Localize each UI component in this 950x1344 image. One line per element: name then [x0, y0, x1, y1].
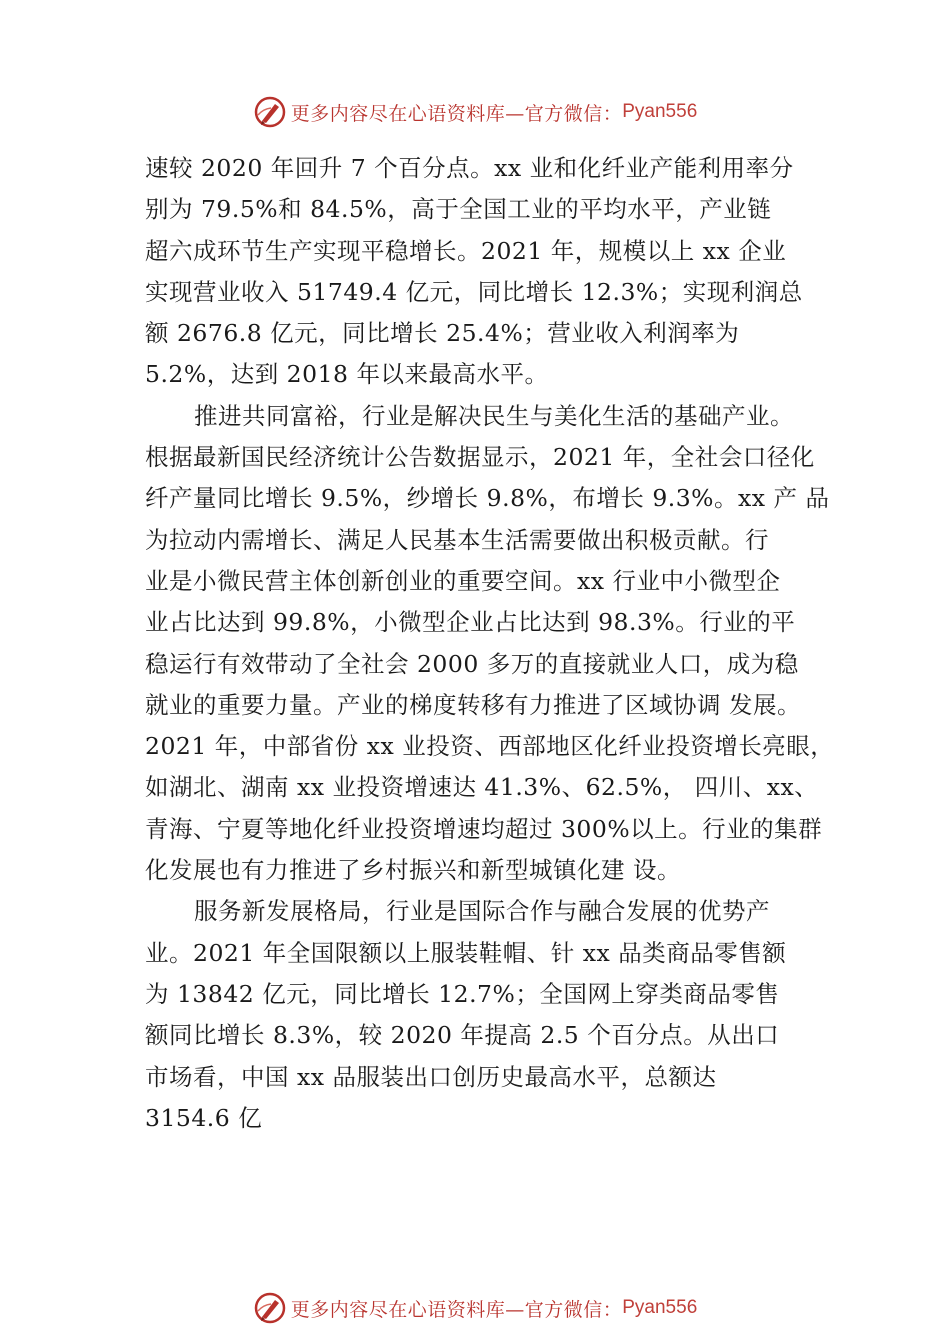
text-line: 服务新发展格局，行业是国际合作与融合发展的优势产: [194, 897, 770, 926]
footer-banner: [0, 1288, 950, 1328]
text-line: 就业的重要力量。产业的梯度转移有力推进了区域协调 发展。: [145, 690, 801, 719]
text-line: 化发展也有力推进了乡村振兴和新型城镇化建 设。: [145, 856, 681, 885]
text-line: 实现营业收入 51749.4 亿元，同比增长 12.3%；实现利润总: [145, 277, 803, 306]
pen-logo-icon: [253, 1291, 287, 1325]
text-line: 青海、宁夏等地化纤业投资增速均超过 300%以上。行业的集群: [145, 814, 823, 843]
text-line: 业是小微民营主体创新创业的重要空间。xx 行业中小微型企: [145, 566, 781, 595]
text-line: 业占比达到 99.8%，小微型企业占比达到 98.3%。行业的平: [145, 608, 796, 637]
text-line: 推进共同富裕，行业是解决民生与美化生活的基础产业。: [194, 401, 794, 430]
text-line: 额同比增长 8.3%，较 2020 年提高 2.5 个百分点。从出口: [145, 1021, 780, 1050]
document-body: [145, 148, 845, 1139]
header-brand-wechat: Pyan556: [622, 101, 698, 122]
text-line: 如湖北、湖南 xx 业投资增速达 41.3%、62.5%， 四川、xx、: [145, 773, 819, 802]
text-line: 为拉动内需增长、满足人民基本生活需要做出积极贡献。行: [145, 525, 769, 554]
text-line: 超六成环节生产实现平稳增长。2021 年，规模以上 xx 企业: [145, 236, 787, 265]
text-line: 5.2%，达到 2018 年以来最高水平。: [145, 360, 549, 389]
header-brand-text: 更多内容尽在心语资料库—官方微信：: [290, 102, 623, 125]
text-line: 速较 2020 年回升 7 个百分点。xx 业和化纤业产能利用率分: [145, 154, 794, 182]
text-line: 根据最新国民经济统计公告数据显示，2021 年，全社会口径化: [145, 443, 815, 472]
text-line: 3154.6 亿: [145, 1103, 263, 1132]
footer-brand-text: 更多内容尽在心语资料库—官方微信：: [290, 1298, 623, 1321]
text-line: 纤产量同比增长 9.5%，纱增长 9.8%，布增长 9.3%。xx 产 品: [145, 484, 830, 513]
text-line: 别为 79.5%和 84.5%，高于全国工业的平均水平，产业链: [145, 195, 772, 224]
pen-logo-icon: [253, 95, 287, 129]
text-line: 市场看，中国 xx 品服装出口创历史最高水平，总额达: [145, 1062, 717, 1091]
text-line: 额 2676.8 亿元，同比增长 25.4%；营业收入利润率为: [145, 319, 740, 348]
text-line: 业。2021 年全国限额以上服装鞋帽、针 xx 品类商品零售额: [145, 938, 787, 967]
text-line: 为 13842 亿元，同比增长 12.7%；全国网上穿类商品零售: [145, 979, 780, 1008]
text-line: 稳运行有效带动了全社会 2000 多万的直接就业人口，成为稳: [145, 649, 799, 678]
text-line: 2021 年，中部省份 xx 业投资、西部地区化纤业投资增长亮眼，: [145, 732, 835, 761]
header-banner: [0, 92, 950, 132]
footer-brand-wechat: Pyan556: [622, 1297, 698, 1318]
